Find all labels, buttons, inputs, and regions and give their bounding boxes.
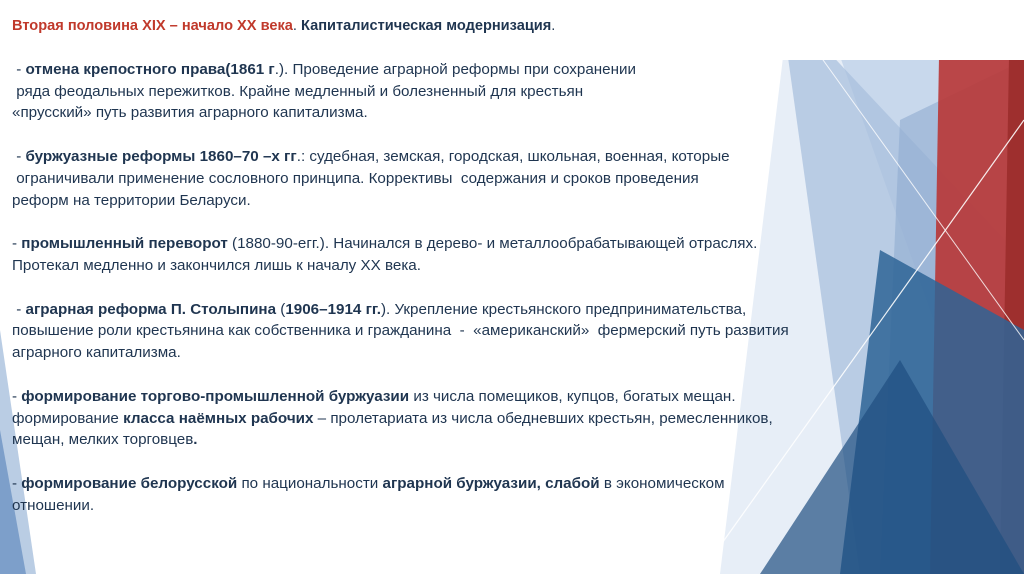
item6-heading: формирование белорусской (21, 474, 238, 492)
item4-line2: повышение роли крестьянина как собственника и гражданина - «американский» фермерский путь развития (12, 322, 789, 340)
item2-heading: буржуазные реформы 1860–70 –х гг (25, 147, 297, 165)
item4-line1: - аграрная реформа П. Столыпина (1906–1914 гг.). Укрепление крестьянского предпринимательства, (12, 300, 747, 318)
item2-line2: ограничивали применение сословного принципа. Коррективы содержания и сроков проведения (12, 169, 699, 187)
item1-line2: ряда феодальных пережитков. Крайне медленный и болезненный для крестьян (12, 82, 584, 100)
item5-line2: формирование класса наёмных рабочих – пролетариата из числа обедневших крестьян, ремесленников, (12, 409, 773, 427)
item4-years: 1906–1914 гг. (285, 300, 381, 318)
item6-bourgeoisie: аграрной буржуазии, слабой (382, 474, 600, 492)
item2-line3: реформ на территории Беларуси. (12, 191, 251, 209)
title-dot: . (292, 18, 302, 34)
item4-line3: аграрного капитализма. (12, 344, 181, 362)
item6-line2: отношении. (12, 496, 95, 514)
item1-heading: отмена крепостного права(1861 г (25, 60, 275, 78)
title-topic: Капиталистическая модернизация (301, 18, 552, 34)
item5-line3: мещан, мелких торговцев. (12, 431, 198, 449)
item3-heading: промышленный переворот (21, 235, 228, 253)
item2-line1: - буржуазные реформы 1860–70 –х гг.: судебная, земская, городская, школьная, военная, которые (12, 147, 730, 165)
title-end: . (551, 18, 556, 34)
item1-line1: - отмена крепостного права(1861 г.). Проведение аграрной реформы при сохранении (12, 60, 636, 78)
item3-line1: - промышленный переворот (1880-90-егг.). Начинался в дерево- и металлообрабатывающей отраслях. (12, 235, 758, 253)
item5-line1: - формирование торгово-промышленной буржуазии из числа помещиков, купцов, богатых мещан. (12, 387, 736, 405)
item3-line2: Протекал медленно и закончился лишь к началу XX века. (12, 256, 421, 274)
slide-text (12, 16, 1012, 517)
item5-workers: класса наёмных рабочих (123, 409, 314, 427)
item4-heading: аграрная реформа П. Столыпина (25, 300, 277, 318)
item6-line1: - формирование белорусской по национальности аграрной буржуазии, слабой в экономическом (12, 474, 725, 492)
item1-line3: «прусский» путь развития аграрного капитализма. (12, 104, 368, 122)
item5-heading: формирование торгово-промышленной буржуазии (21, 387, 410, 405)
slide-title (12, 16, 1012, 38)
title-period: Вторая половина XIX – начало XX века (12, 18, 293, 34)
